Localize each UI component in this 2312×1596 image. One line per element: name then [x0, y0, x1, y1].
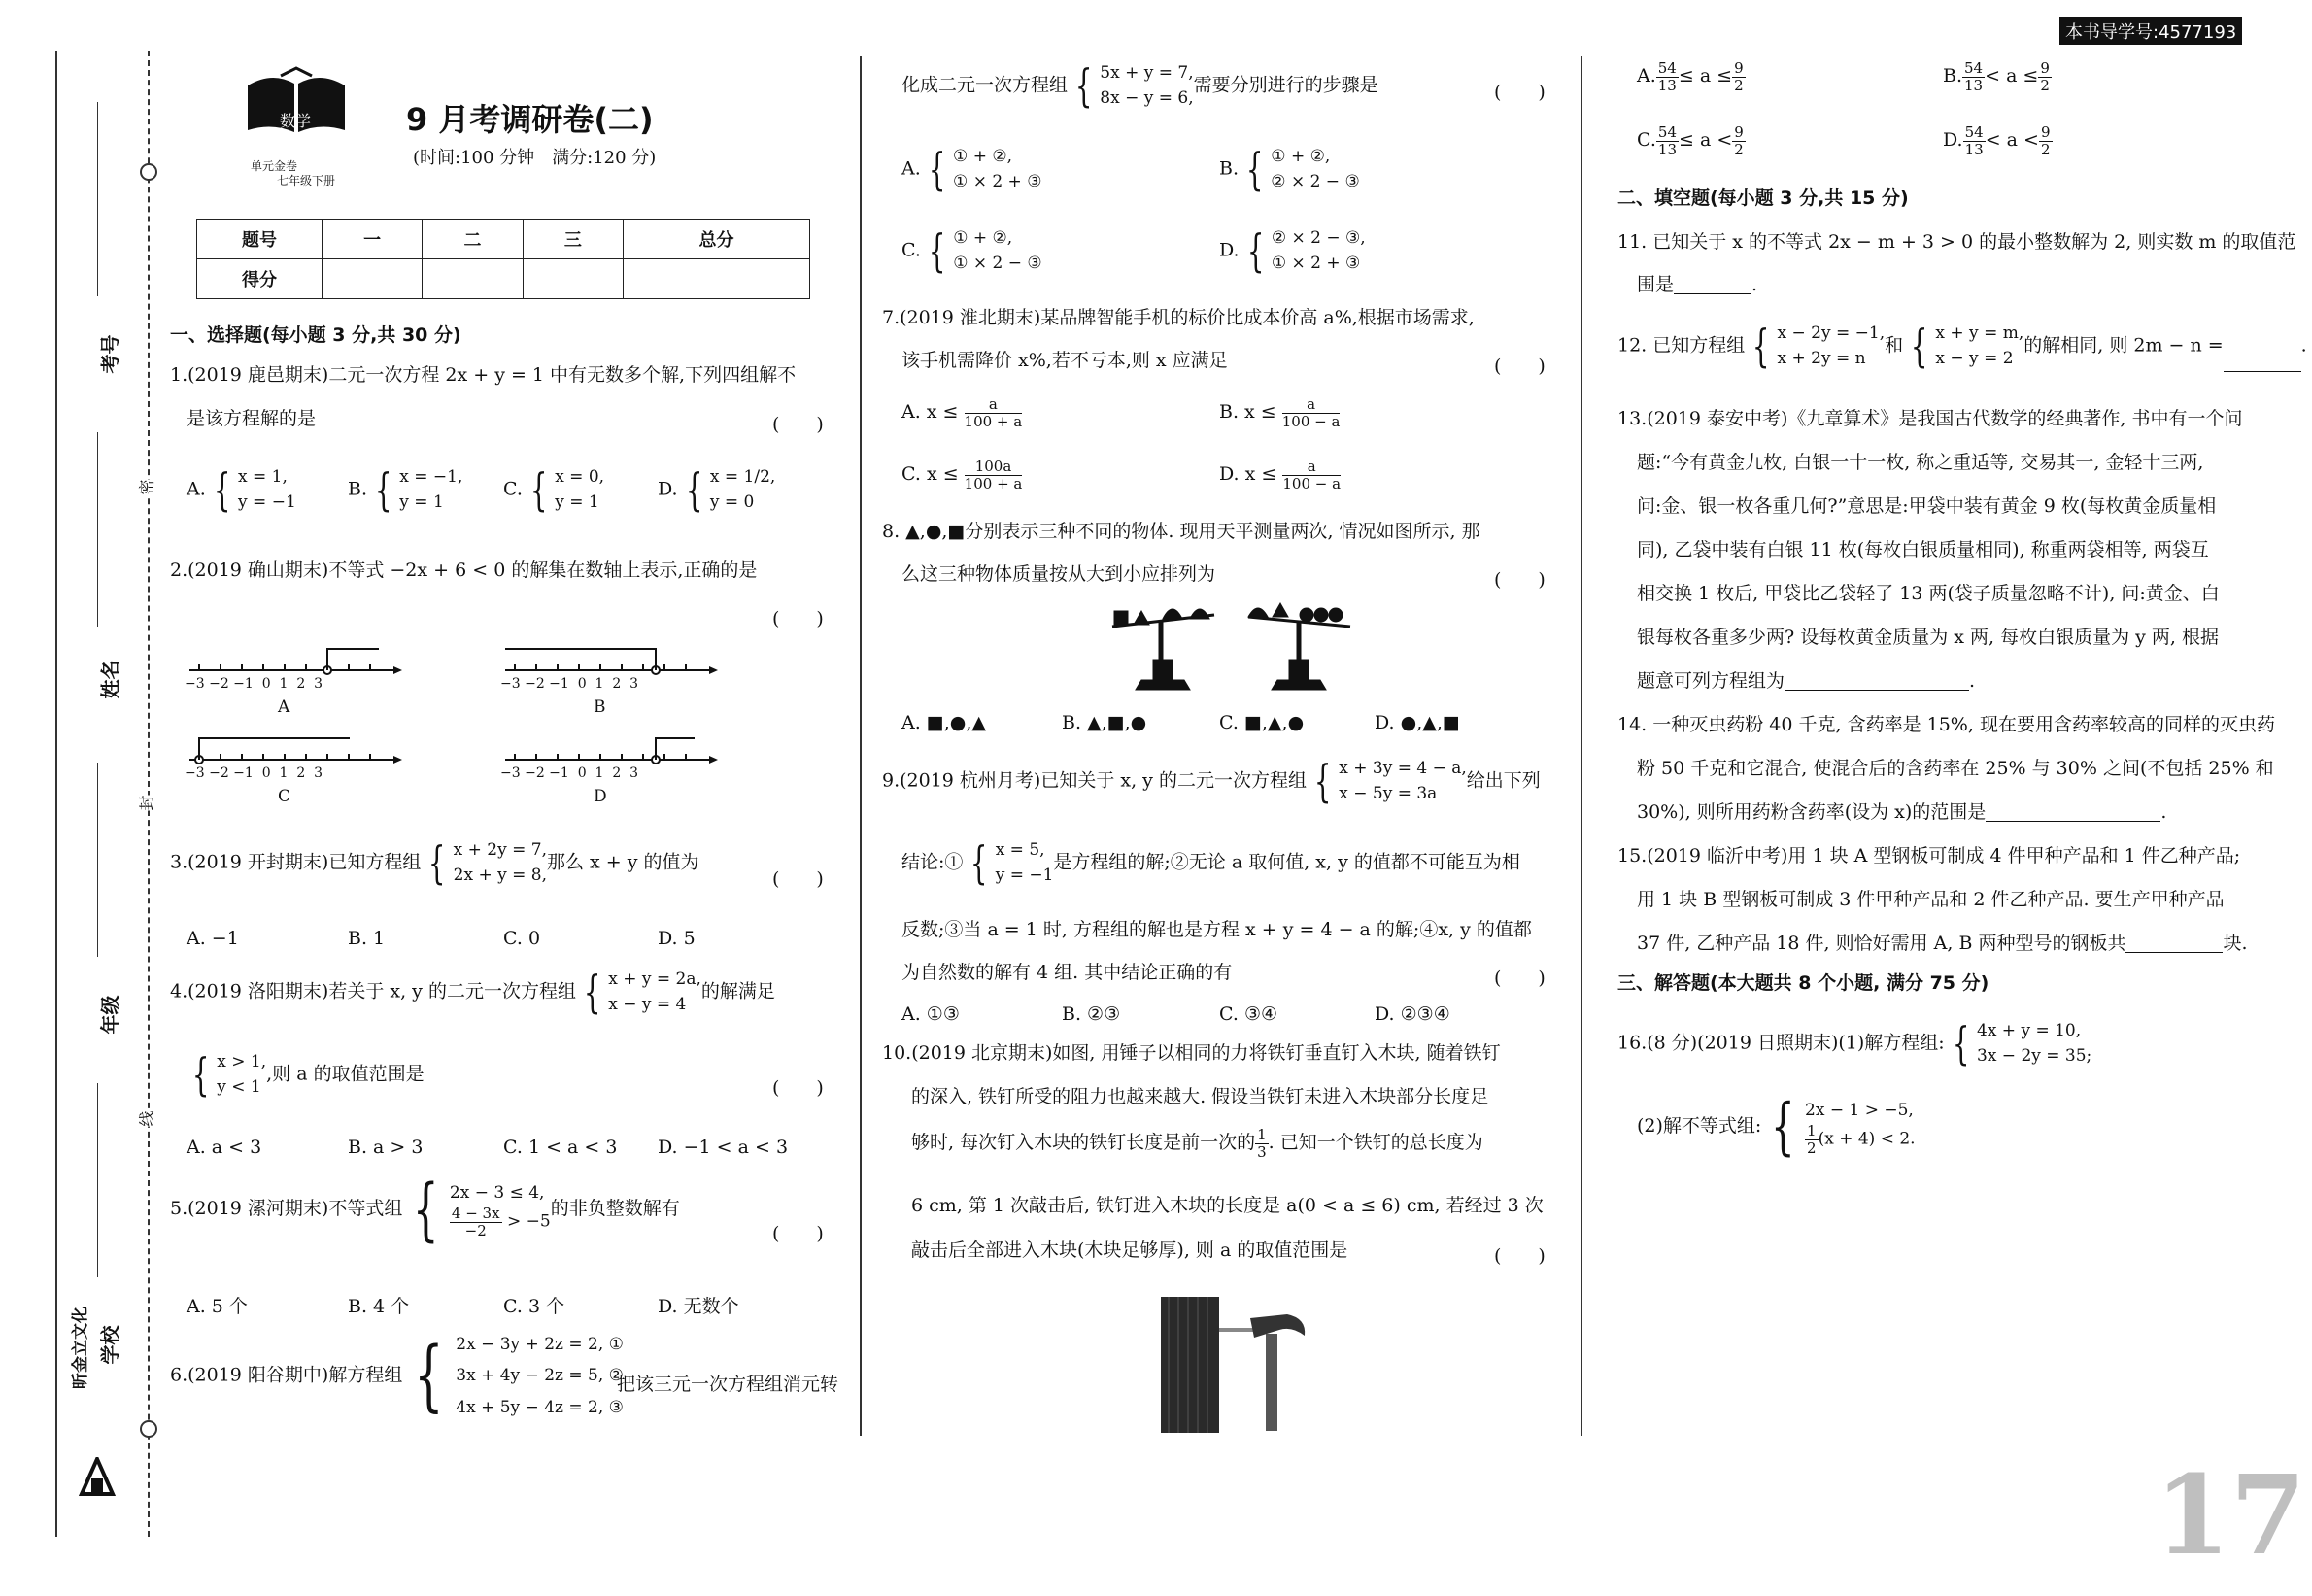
q1-answer-paren[interactable]: ( ) [772, 414, 824, 435]
q5-option-d[interactable]: D. 无数个 [658, 1296, 739, 1317]
q2-option-a-numberline[interactable] [185, 641, 408, 719]
q2-answer-paren[interactable]: ( ) [772, 608, 824, 629]
page-title: 9 月考调研卷(二) [406, 101, 654, 138]
q8-option-c[interactable]: C. ■,▲,● [1219, 712, 1305, 733]
publisher-logo-icon [78, 1457, 117, 1496]
q10-line-1: 10.(2019 北京期末)如图, 用锤子以相同的力将铁钉垂直钉入木块, 随着铁钉 [882, 1042, 1501, 1064]
book-number-badge: 本书导学号:4577193 [2059, 17, 2242, 45]
side-label-school: 学校 [98, 1325, 122, 1365]
q2-label-b: B [594, 697, 606, 717]
q9-stem: 9.(2019 杭州月考)已知关于 x, y 的二元一次方程组 { x + 3y = 4 − a, x − 5y = 3a给出下列 [882, 755, 1541, 808]
q13-line-2: 题:“今有黄金九枚, 白银一十一枚, 称之重适等, 交易其一, 金轻十三两, [1637, 452, 2204, 473]
q8-option-a[interactable]: A. ■,●,▲ [901, 712, 987, 733]
q9-line-3: 反数;③当 a = 1 时, 方程组的解也是方程 x + y = 4 − a 的解;④x, y 的值都 [901, 919, 1532, 940]
q1-stem-1: 1.(2019 鹿邑期末)二元一次方程 2x + y = 1 中有无数多个解,下列四组解不 [170, 364, 797, 386]
q14-line-3: 30%), 则所用药粉含药率(设为 x)的范围是 . [1637, 801, 2167, 823]
section-3-title: 三、解答题(本大题共 8 个小题, 满分 75 分) [1617, 972, 1989, 994]
score-cell: 一 [323, 220, 423, 259]
q10-option-a[interactable]: A. $\frac{54}{13}$ ≤ a ≤ $\frac{9}{2}$ [1637, 59, 1744, 94]
score-input[interactable] [624, 259, 810, 299]
q16-part-2: (2)解不等式组: { 2x − 1 > −5, $\frac{1}{2}$ (x + 4) < 2. [1637, 1091, 1916, 1163]
side-blank-3 [97, 763, 98, 957]
q4-option-b[interactable]: B. a > 3 [348, 1137, 424, 1158]
q10-option-b[interactable]: B. $\frac{54}{13}$ < a ≤ $\frac{9}{2}$ [1943, 59, 2050, 94]
book-logo-icon [238, 66, 355, 144]
balance-scale-illustration [1103, 597, 1360, 695]
q5-option-c[interactable]: C. 3 个 [503, 1296, 565, 1317]
q5-answer-paren[interactable]: ( ) [772, 1223, 824, 1244]
q7-option-d[interactable]: D. x ≤ $\frac{a}{100 - a}$ [1219, 458, 1342, 492]
q9-answer-paren[interactable]: ( ) [1494, 968, 1546, 989]
q3-option-d[interactable]: D. 5 [658, 928, 696, 949]
side-label-exam-number: 考号 [98, 334, 122, 374]
q10-line-2: 的深入, 铁钉所受的阻力也越来越大. 假设当铁钉未进入木块部分长度足 [911, 1086, 1489, 1107]
q16-part-1: 16.(8 分)(2019 日照期末)(1)解方程组: { 4x + y = 10, 3x − 2y = 35; [1617, 1017, 2092, 1070]
q10-line-4: 6 cm, 第 1 次敲击后, 铁钉进入木块的长度是 a(0 < a ≤ 6) cm, 若经过 3 次 [911, 1195, 1544, 1216]
logo-text: 数学 [280, 112, 312, 130]
q13-answer-blank[interactable] [1785, 690, 1969, 691]
side-blank-4 [97, 1083, 98, 1277]
q13-line-3: 问:金、银一枚各重几何?”意思是:甲袋中装有黄金 9 枚(每枚黄金质量相 [1637, 495, 2217, 517]
side-blank-2 [97, 432, 98, 627]
q6-stem-cont: 化成二元一次方程组 { 5x + y = 7, 8x − y = 6,需要分别进行的步骤是 [901, 59, 1378, 113]
q13-line-1: 13.(2019 泰安中考)《九章算术》是我国古代数学的经典著作, 书中有一个问 [1617, 408, 2243, 429]
q4-answer-paren[interactable]: ( ) [772, 1077, 824, 1099]
hammer-nail-illustration [1161, 1297, 1316, 1433]
q7-stem-2: 该手机需降价 x%,若不亏本,则 x 应满足 [901, 350, 1228, 371]
dashed-cut-line [148, 51, 150, 1537]
q3-stem: 3.(2019 开封期末)已知方程组 { x + 2y = 7, 2x + y = 8,那么 x + y 的值为 [170, 836, 699, 890]
score-table-header-row [197, 220, 810, 259]
q7-option-a[interactable]: A. x ≤ $\frac{a}{100 + a}$ [901, 395, 1023, 430]
q8-option-d[interactable]: D. ●,▲,■ [1375, 712, 1460, 733]
q2-option-b-numberline[interactable] [500, 641, 724, 719]
score-cell: 总分 [624, 220, 810, 259]
q14-answer-blank[interactable] [1986, 821, 2160, 822]
score-cell: 三 [523, 220, 623, 259]
q1-stem-2: 是该方程解的是 [187, 408, 317, 429]
q4-stem: 4.(2019 洛阳期末)若关于 x, y 的二元一次方程组 { x + y = 2a, x − y = 4的解满足 [170, 966, 775, 1019]
q5-stem: 5.(2019 漯河期末)不等式组 { 2x − 3 ≤ 4, $\frac{4 - 3x}{-2}$ > −5的非负整数解有 [170, 1170, 680, 1249]
q6-stem: 6.(2019 阳谷期中)解方程组 { 2x − 3y + 2z = 2, ① 3x + 4y − 2z = 5, ② 4x + 5y − 4z = 2, ③ [170, 1330, 624, 1421]
q6-option-b[interactable]: B. { ① + ②, ② × 2 − ③ [1219, 143, 1360, 196]
q14-line-1: 14. 一种灭虫药粉 40 千克, 含药率是 15%, 现在要用含药率较高的同样的灭虫药 [1617, 714, 2275, 735]
section-1-title: 一、选择题(每小题 3 分,共 30 分) [170, 324, 461, 346]
side-label-name: 姓名 [98, 660, 122, 699]
q3-option-b[interactable]: B. 1 [348, 928, 386, 949]
score-cell: 得分 [197, 259, 323, 299]
q1-option-b[interactable]: B. { x = −1, y = 1 [348, 463, 463, 517]
q6-answer-paren[interactable]: ( ) [1494, 82, 1546, 103]
score-input[interactable] [323, 259, 423, 299]
side-blank-1 [97, 102, 98, 296]
q8-answer-paren[interactable]: ( ) [1494, 569, 1546, 591]
q5-option-a[interactable]: A. 5 个 [187, 1296, 248, 1317]
q3-option-a[interactable]: A. −1 [187, 928, 239, 949]
q8-stem-1: 8. ▲,●,■分别表示三种不同的物体. 现用天平测量两次, 情况如图所示, 那 [882, 521, 1480, 542]
q12-stem: 12. 已知方程组 { x − 2y = −1, x + 2y = n和 { x + y = m, x − y = 2的解相同, 则 2m − n = . [1617, 320, 2307, 373]
q10-line-3: 够时, 每次钉入木块的铁钉长度是前一次的 $\frac{1}{3}$ . 已知一个铁钉的总长度为 [911, 1126, 1483, 1161]
logo-sub2: 七年级下册 [277, 174, 336, 187]
q15-line-2: 用 1 块 B 型钢板可制成 3 件甲种产品和 2 件乙种产品. 要生产甲种产品 [1637, 889, 2225, 910]
q3-option-c[interactable]: C. 0 [503, 928, 541, 949]
q13-line-5: 相交换 1 枚后, 甲袋比乙袋轻了 13 两(袋子质量忽略不计), 问:黄金、白 [1637, 583, 2220, 604]
q12-answer-blank[interactable] [2224, 371, 2301, 372]
q2-stem: 2.(2019 确山期末)不等式 −2x + 6 < 0 的解集在数轴上表示,正确的是 [170, 560, 758, 581]
q2-ticks: −3 −2 −1 0 1 2 3 [185, 676, 323, 692]
q11-line-1: 11. 已知关于 x 的不等式 2x − m + 3 > 0 的最小整数解为 2, 则实数 m 的取值范 [1617, 231, 2296, 253]
q13-line-7: 题意可列方程组为 . [1637, 670, 1976, 692]
score-input[interactable] [523, 259, 623, 299]
q1-option-d[interactable]: D. { x = 1/2, y = 0 [658, 463, 776, 517]
q13-line-4: 同), 乙袋中装有白银 11 枚(每枚白银质量相同), 称重两袋相等, 两袋互 [1637, 539, 2209, 560]
q11-answer-blank[interactable] [1674, 293, 1751, 294]
q2-option-d-numberline[interactable] [500, 730, 724, 808]
q10-line-5: 敲击后全部进入木块(木块足够厚), 则 a 的取值范围是 [911, 1239, 1348, 1261]
q6-option-d[interactable]: D. { ② × 2 − ③, ① × 2 + ③ [1219, 224, 1366, 278]
page-subtitle: (时间:100 分钟 满分:120 分) [413, 148, 657, 168]
q5-option-b[interactable]: B. 4 个 [348, 1296, 410, 1317]
score-table [196, 219, 810, 299]
q6-stem-tail: 把该三元一次方程组消元转 [617, 1374, 839, 1395]
q7-option-c[interactable]: C. x ≤ $\frac{100a}{100 + a}$ [901, 458, 1023, 492]
q4-option-d[interactable]: D. −1 < a < 3 [658, 1137, 789, 1158]
column-divider-2 [1581, 56, 1582, 1436]
q4-option-c[interactable]: C. 1 < a < 3 [503, 1137, 618, 1158]
q9-option-a[interactable]: A. ①③ [901, 1003, 960, 1025]
q15-answer-blank[interactable] [2125, 952, 2223, 953]
q1-option-a[interactable]: A. { x = 1, y = −1 [187, 463, 296, 517]
q9-option-c[interactable]: C. ③④ [1219, 1003, 1278, 1025]
q9-conclusion-1: 结论:① { x = 5, y = −1是方程组的解;②无论 a 取何值, x, y 的值都不可能互为相 [901, 836, 1520, 890]
q11-line-2: 围是 . [1637, 274, 1758, 295]
score-cell: 题号 [197, 220, 323, 259]
score-table-input-row [197, 259, 810, 299]
q4-option-a[interactable]: A. a < 3 [187, 1137, 262, 1158]
seal-mi: 密 [135, 479, 157, 494]
logo-sub1: 单元金卷 [251, 159, 298, 173]
q2-option-c-numberline[interactable] [185, 730, 408, 808]
q2-label-a: A [278, 697, 290, 717]
q8-stem-2: 么这三种物体质量按从大到小应排列为 [901, 563, 1216, 585]
q10-answer-paren[interactable]: ( ) [1494, 1245, 1546, 1267]
q2-ticks: −3 −2 −1 0 1 2 3 [500, 676, 639, 692]
q7-answer-paren[interactable]: ( ) [1494, 356, 1546, 377]
q8-option-b[interactable]: B. ▲,■,● [1062, 712, 1147, 733]
cut-line-circle-top [140, 163, 157, 181]
q9-line-4: 为自然数的解有 4 组. 其中结论正确的有 [901, 962, 1233, 983]
q15-line-3: 37 件, 乙种产品 18 件, 则恰好需用 A, B 两种型号的钢板共 块. [1637, 933, 2248, 954]
q2-label-c: C [278, 787, 291, 806]
cut-line-circle-bottom [140, 1420, 157, 1438]
q13-line-6: 银每枚各重多少两? 设每枚黄金质量为 x 两, 每枚白银质量为 y 两, 根据 [1637, 627, 2219, 648]
q2-label-d: D [594, 787, 607, 806]
q4-condition: { x > 1, y < 1,则 a 的取值范围是 [191, 1048, 425, 1102]
q2-ticks: −3 −2 −1 0 1 2 3 [500, 765, 639, 781]
q3-answer-paren[interactable]: ( ) [772, 868, 824, 890]
q6-option-a[interactable]: A. { ① + ②, ① × 2 + ③ [901, 143, 1042, 196]
q9-option-b[interactable]: B. ②③ [1062, 1003, 1121, 1025]
score-input[interactable] [423, 259, 523, 299]
page-number: 17 [2155, 1452, 2306, 1579]
q10-option-d[interactable]: D. $\frac{54}{13}$ < a < $\frac{9}{2}$ [1943, 123, 2051, 158]
seal-feng: 封 [135, 795, 157, 810]
column-divider-1 [860, 56, 862, 1436]
q7-option-b[interactable]: B. x ≤ $\frac{a}{100 - a}$ [1219, 395, 1341, 430]
q10-option-c[interactable]: C. $\frac{54}{13}$ ≤ a < $\frac{9}{2}$ [1637, 123, 1744, 158]
q2-ticks: −3 −2 −1 0 1 2 3 [185, 765, 323, 781]
binding-line [55, 51, 57, 1537]
seal-xian: 线 [135, 1110, 157, 1126]
q9-option-d[interactable]: D. ②③④ [1375, 1003, 1450, 1025]
side-label-grade: 年级 [98, 995, 122, 1035]
q15-line-1: 15.(2019 临沂中考)用 1 块 A 型钢板可制成 4 件甲种产品和 1 件乙种产品; [1617, 845, 2241, 866]
publisher-name: 昕金立文化 [71, 1307, 90, 1389]
q14-line-2: 粉 50 千克和它混合, 使混合后的含药率在 25% 与 30% 之间(不包括 25% 和 [1637, 758, 2274, 779]
score-cell: 二 [423, 220, 523, 259]
section-2-title: 二、填空题(每小题 3 分,共 15 分) [1617, 187, 1909, 209]
q1-option-c[interactable]: C. { x = 0, y = 1 [503, 463, 605, 517]
q6-option-c[interactable]: C. { ① + ②, ① × 2 − ③ [901, 224, 1042, 278]
q7-stem-1: 7.(2019 淮北期末)某品牌智能手机的标价比成本价高 a%,根据市场需求, [882, 307, 1475, 328]
